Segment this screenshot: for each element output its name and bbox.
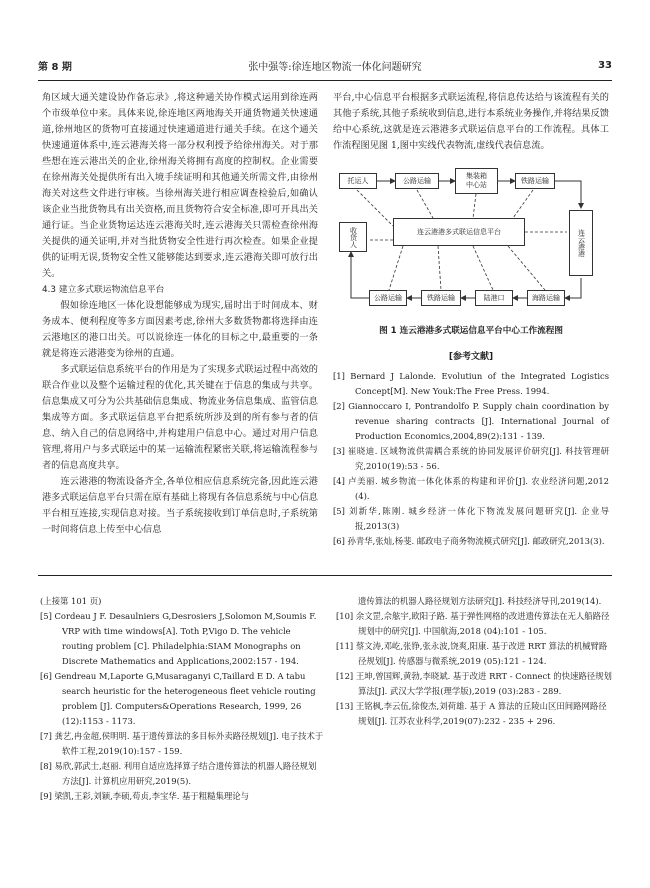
reference-item: [13] 王铭枫,李云伍,徐俊杰,刘荷雄. 基于 A 算法的丘陵山区田间路网路径规划[J]. 江苏农业科学,2019(07):232 - 235 + 296. xyxy=(336,701,607,726)
reference-item: [12] 王坤,曾国辉,黄勃,李晓斌. 基于改进 RRT - Connect 的快速路径规划算法[J]. 武汉大学学报(理学版),2019 (03):283 - 289. xyxy=(336,671,612,696)
left-column xyxy=(42,90,318,538)
rail-transport-top-box: 铁路运输 xyxy=(515,173,555,189)
body-paragraph: 角区域大通关建设协作备忘录》,将这种通关协作模式运用到徐连两个市级单位中来。具体来说,徐连地区两地海关开通货物通关快速通道,徐州地区的货物可直接通过快速通道进行通关手续。在这个通关快速通道体系中,连云港海关将一部分权利授予给徐州海关。对于那些想在连云港出关的企业,徐州海关将拥有高度的控制权。企业需要在徐州海关处提供所有出入境手续证明和其他通关所需文件,由徐州海关对这些文件进行审核。当徐州海关进行相应调查检验后,如确认该企业当批货物具有出关资格,而且货物符合安全标准,即可开具出关通行证。当企业货物运达连云港海关时,连云港海关只需检查徐州海关提供的通关证明,并对当批货物安全性进行再次检查。如果企业提供的证明无误,货物安全性又能够能达到要求,连云港海关即可放行出关。 xyxy=(42,92,318,279)
page-number: 33 xyxy=(598,59,612,71)
body-paragraph: 假如徐连地区一体化设想能够成为现实,届时出于时间成本、财务成本、便利程度等多方面因素考虑,徐州大多数货物都将选择由连云港地区的港口出关。可以说徐连一体化的目标之中,最重要的一条就是将连云港港变为徐州的直通。 xyxy=(42,300,318,359)
reference-item: [2] Giannoccaro I, Pontrandolfo P. Supply chain coordination by revenue sharing contracts [J]. International Journal of Production Economics,2004,89(2):131 - 139. xyxy=(333,401,609,441)
shipper-box: 托运人 xyxy=(339,173,377,189)
reference-item: [5] 刘新华,陈刚. 城乡经济一体化下物流发展问题研究[J]. 企业导报,2013(3) xyxy=(333,506,609,531)
workflow-figure xyxy=(333,160,609,317)
references-title: [参考文献] xyxy=(448,352,494,362)
road-transport-top-box: 公路运输 xyxy=(395,173,439,189)
lianyungang-port-box: 连云港港 xyxy=(569,210,593,276)
body-paragraph: 平台,中心信息平台根据多式联运流程,将信息传达给与该流程有关的其他子系统,其他子系统收到信息,进行本系统业务操作,并将结果反馈给中心系统,这就是连云港港多式联运信息平台的工作流程。具体工作流程图见图 1,图中实线代表物流,虚线代表信息流。 xyxy=(333,92,609,151)
body-paragraph: 连云港港的物流设备齐全,各单位相应信息系统完备,因此连云港港多式联运信息平台只需在原有基础上将现有各信息系统与中心信息平台相互连接,实现信息对接。当子系统接收到订单信息时,子系统第一时间将信息上传至中心信息 xyxy=(42,476,318,535)
road-transport-bottom-box: 公路运输 xyxy=(369,290,407,306)
right-column xyxy=(333,90,609,549)
figure-caption: 图 1 连云港港多式联运信息平台中心工作流程图 xyxy=(379,326,563,336)
continued-references-right xyxy=(336,594,612,729)
reference-item: [11] 蔡文涛,邓屹,张铮,张永波,饶爽,阳康. 基于改进 RRT 算法的机械臂路径规划[J]. 传感器与微系统,2019 (05):121 - 124. xyxy=(336,641,608,666)
continued-note: (上接第 101 页) xyxy=(40,596,102,606)
rail-transport-bottom-box: 铁路运输 xyxy=(421,290,461,306)
running-title: 张中强等:徐连地区物流一体化问题研究 xyxy=(248,61,422,73)
reference-item: [1] Bernard J Lalonde. Evolutiun of the Integrated Logistics Concept[M]. New Youk:The Free Press. 1994. xyxy=(333,371,609,396)
reference-item: [9] 梁凯,王彩,刘颖,李硕,苟贞,李宝华. 基于粗糙集理论与 xyxy=(40,791,250,801)
continued-references-left xyxy=(40,594,324,804)
container-hub-box: 集装箱 中心站 xyxy=(455,168,498,194)
reference-item: [6] Gendreau M,Laporte G,Musaraganyi C,Taillard E D. A tabu search heuristic for the heterogeneous fleet vehicle routing problem [J]. Computers&Operations Research, 1999, 26 (12):1153 - 1173. xyxy=(40,671,316,726)
body-paragraph: 多式联运信息系统平台的作用是为了实现多式联运过程中高效的联合作业以及整个运输过程的优化,其关键在于信息的集成与共享。信息集成又可分为公共基础信息集成、物流业务信息集成、监管信息集成等方面。多式联运信息平台把系统所涉及到的所有参与者的信息、纳入自己的信息网络中,并构建用户信息中心。通过对用户信息管理,将用户与多式联运中的某一运输流程紧密关联,将运输流程参与者的信息高度共享。 xyxy=(42,364,318,471)
section-heading: 4.3 建立多式联运物流信息平台 xyxy=(42,285,165,295)
running-header xyxy=(38,55,612,75)
header-rule xyxy=(38,80,612,81)
reference-item: [6] 孙青华,张灿,杨斐. 邮政电子商务物流模式研究[J]. 邮政研究,2013(3). xyxy=(333,536,605,546)
inland-port-box: 陆港口 xyxy=(475,290,513,306)
reference-item-continued: 遗传算法的机器人路径规划方法研究[J]. 科技经济导刊,2019(14). xyxy=(358,596,602,606)
reference-item: [8] 易欣,郭武士,赵丽. 利用自适应选择算子结合遗传算法的机器人路径规划方法[J]. 计算机应用研究,2019(5). xyxy=(40,761,317,786)
reference-item: [4] 卢美丽. 城乡物流一体化体系的构建和评价[J]. 农业经济问题,2012 (4). xyxy=(333,476,609,501)
issue-number: 第 8 期 xyxy=(38,61,72,73)
section-divider xyxy=(38,575,612,576)
reference-item: [5] Cordeau J F. Desaulniers G,Desrosiers J,Solomon M,Soumis F. VRP with time windows[A]. Toth P,Vigo D. The vehicle routing problem [C]. Philadelphia:SIAM Monographs on Discrete Mathematics and Applications,2002:157 - 194. xyxy=(40,611,317,666)
reference-item: [10] 余文罡,佘舷宇,欧阳子路. 基于弹性网格的改进遗传算法在无人船路径规划中的研究[J]. 中国航海,2018 (04):101 - 105. xyxy=(336,611,610,636)
info-platform-box: 连云港港多式联运信息平台 xyxy=(393,218,525,246)
reference-item: [7] 龚艺,冉金超,侯明明. 基于遗传算法的多目标外卖路径规划[J]. 电子技术于软件工程,2019(10):157 - 159. xyxy=(40,731,324,756)
reference-item: [3] 崔晓迪. 区域物流供需耦合系统的协同发展评价研究[J]. 科技管理研究,2010(19):53 - 56. xyxy=(333,446,609,471)
sea-transport-box: 海路运输 xyxy=(527,290,565,306)
consignee-box: 收货人 xyxy=(339,222,367,252)
